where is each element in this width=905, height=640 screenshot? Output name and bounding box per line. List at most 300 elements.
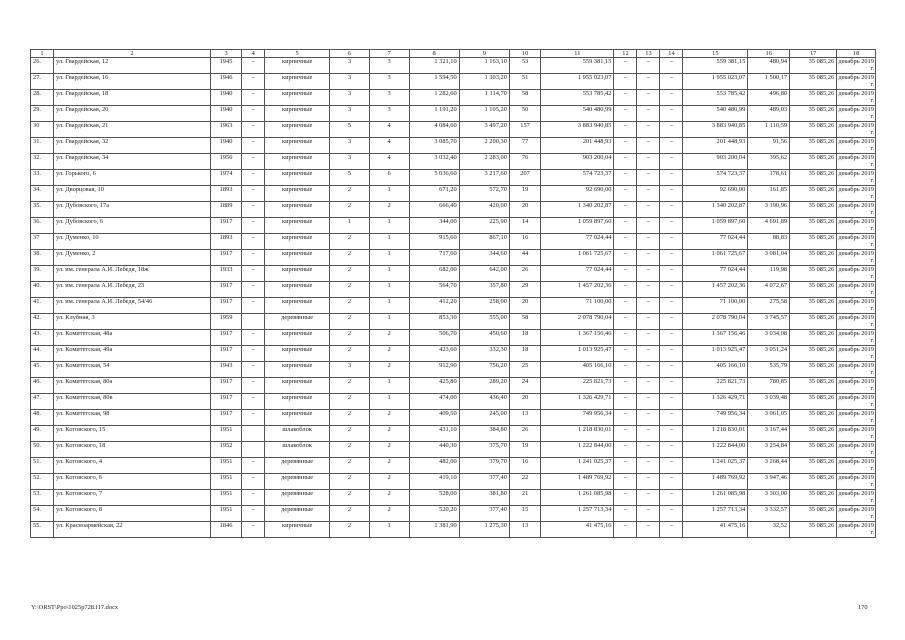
cell-area-living: 436,40 [459,394,509,410]
cell-cost: 1 489 769,92 [541,474,614,490]
cell-material: кирпичные [265,74,330,90]
cell-cost-total: 3 883 940,85 [683,122,748,138]
cell-cost-per-m2: 535,79 [748,362,790,378]
cell-c13: – [637,170,660,186]
cell-cost: 77 024,44 [541,266,614,282]
cell-deadline: декабрь 2019 г. [838,362,874,376]
cell-entrances: 1 [369,314,409,330]
cell-floors: 2 [330,474,370,490]
cell-c4: – [242,458,265,474]
page-number: 170 [858,604,868,611]
cell-rate: 35 085,26 [790,282,837,298]
cell-deadline: декабрь 2019 г. [838,74,874,88]
header-cell-4: 4 [242,50,265,58]
cell-entrances: 2 [369,330,409,346]
cell-material: кирпичные [265,106,330,122]
cell-floors: 2 [330,506,370,522]
cell-c14: – [660,58,683,74]
cell-cost-total: 1 367 156,46 [683,330,748,346]
cell-floors: 2 [330,250,370,266]
cell-material: шлакоблок [265,426,330,442]
cell-cost-per-m2: 4 691,89 [748,218,790,234]
cell-num: 35. [31,202,54,218]
cell-c12: – [614,218,637,234]
cell-num: 32. [31,154,54,170]
cell-c4: – [242,474,265,490]
cell-c14: – [660,138,683,154]
cell-area-total: 431,10 [409,426,459,442]
table-row [31,250,876,266]
cell-c12: – [614,346,637,362]
cell-rate: 35 085,26 [790,458,837,474]
cell-area-living: 555,00 [459,314,509,330]
cell-num: 33. [31,170,54,186]
cell-c13: – [637,426,660,442]
cell-area-total: 528,00 [409,490,459,506]
cell-rate: 35 085,26 [790,90,837,106]
cell-area-total: 853,30 [409,314,459,330]
cell-cost-per-m2: 780,85 [748,378,790,394]
cell-cost: 201 448,93 [541,138,614,154]
cell-floors: 5 [330,170,370,186]
cell-rate: 35 085,26 [790,362,837,378]
cell-area-total: 474,00 [409,394,459,410]
cell-deadline: декабрь 2019 г. [838,186,874,200]
cell-num: 44. [31,346,54,362]
cell-area-living: 377,40 [459,506,509,522]
cell-c14: – [660,474,683,490]
cell-c12: – [614,506,637,522]
cell-c14: – [660,106,683,122]
cell-c4: – [242,106,265,122]
cell-c4: – [242,394,265,410]
cell-floors: 2 [330,522,370,538]
cell-c13: – [637,330,660,346]
cell-residents: 13 [509,410,540,426]
cell-num: 34. [31,186,54,202]
cell-cost-total: 1 061 725,67 [683,250,748,266]
cell-c14: – [660,506,683,522]
cell-num: 41. [31,298,54,314]
cell-num: 26. [31,58,54,74]
cell-c14: – [660,154,683,170]
cell-deadline: декабрь 2019 г. [838,106,874,120]
cell-cost: 77 024,44 [541,234,614,250]
cell-cost-per-m2: 395,62 [748,154,790,170]
cell-c13: – [637,346,660,362]
cell-cost-total: 1 222 844,00 [683,442,748,458]
cell-floors: 2 [330,410,370,426]
cell-c13: – [637,218,660,234]
cell-floors: 2 [330,202,370,218]
cell-residents: 14 [509,218,540,234]
cell-floors: 2 [330,186,370,202]
cell-entrances: 2 [369,506,409,522]
cell-c12: – [614,282,637,298]
cell-residents: 207 [509,170,540,186]
cell-year: 1946 [210,74,241,90]
cell-deadline: декабрь 2019 г. [838,458,874,472]
cell-c14: – [660,250,683,266]
cell-address: ул. Гвардейская, 21 [54,122,211,138]
cell-c12: – [614,122,637,138]
table-row [31,106,876,122]
cell-area-total: 506,70 [409,330,459,346]
cell-num: 28. [31,90,54,106]
cell-deadline: декабрь 2019 г. [838,314,874,328]
cell-address: ул. Гвардейская, 20 [54,106,211,122]
cell-num: 37 [31,234,54,250]
cell-address: ул. Горького, 6 [54,170,211,186]
cell-cost: 1 222 844,00 [541,442,614,458]
cell-cost-per-m2: 489,03 [748,106,790,122]
cell-area-living: 344,60 [459,250,509,266]
cell-c4: – [242,250,265,266]
cell-material: кирпичные [265,410,330,426]
cell-cost-per-m2: 3 061,05 [748,410,790,426]
cell-c4: – [242,410,265,426]
cell-year: 1963 [210,122,241,138]
cell-num: 43. [31,330,54,346]
cell-rate: 35 085,26 [790,410,837,426]
cell-floors: 2 [330,346,370,362]
cell-area-living: 332,30 [459,346,509,362]
table-row [31,522,876,538]
table-row [31,474,876,490]
cell-rate: 35 085,26 [790,186,837,202]
cell-address: ул. Гвардейская, 32 [54,138,211,154]
cell-rate: 35 085,26 [790,522,837,538]
cell-deadline: декабрь 2019 г. [838,410,874,424]
cell-residents: 26 [509,266,540,282]
cell-c13: – [637,106,660,122]
cell-c13: – [637,90,660,106]
cell-cost-per-m2: 3 303,00 [748,490,790,506]
cell-c13: – [637,186,660,202]
cell-c12: – [614,250,637,266]
cell-c12: – [614,138,637,154]
cell-floors: 2 [330,314,370,330]
cell-address: ул. Комитетская, 80а [54,378,211,394]
cell-entrances: 2 [369,458,409,474]
cell-floors: 3 [330,154,370,170]
cell-c13: – [637,234,660,250]
cell-area-total: 520,20 [409,506,459,522]
cell-area-total: 1 321,10 [409,58,459,74]
cell-c4: – [242,154,265,170]
cell-c14: – [660,298,683,314]
cell-area-total: 671,20 [409,186,459,202]
cell-residents: 25 [509,362,540,378]
cell-entrances: 1 [369,234,409,250]
cell-cost-total: 1 257 713,34 [683,506,748,522]
cell-cost: 903 200,04 [541,154,614,170]
cell-c12: – [614,330,637,346]
cell-material: кирпичные [265,90,330,106]
cell-entrances: 2 [369,410,409,426]
cell-area-total: 1 381,90 [409,522,459,538]
cell-area-living: 379,70 [459,458,509,474]
cell-c4: – [242,90,265,106]
cell-num: 40. [31,282,54,298]
cell-deadline: декабрь 2019 г. [838,506,874,520]
cell-address: ул. Котовского, 18 [54,442,211,458]
table-row [31,410,876,426]
cell-floors: 2 [330,378,370,394]
cell-c14: – [660,218,683,234]
cell-residents: 15 [509,506,540,522]
cell-c4 [242,314,265,330]
cell-material: деревянные [265,314,330,330]
cell-entrances: 2 [369,202,409,218]
cell-c14: – [660,74,683,90]
cell-cost: 92 690,00 [541,186,614,202]
cell-area-living: 1 303,20 [459,74,509,90]
cell-entrances: 1 [369,186,409,202]
header-cell-14: 14 [660,50,683,58]
cell-deadline: декабрь 2019 г. [838,90,874,104]
cell-area-total: 5 036,60 [409,170,459,186]
cell-residents: 16 [509,458,540,474]
cell-c12: – [614,490,637,506]
cell-year: 1893 [210,234,241,250]
cell-area-living: 1 105,20 [459,106,509,122]
cell-c14: – [660,234,683,250]
cell-rate: 35 085,26 [790,426,837,442]
cell-residents: 76 [509,154,540,170]
header-cell-6: 6 [330,50,370,58]
cell-cost-per-m2: 3 167,44 [748,426,790,442]
cell-floors: 3 [330,138,370,154]
cell-c13: – [637,58,660,74]
cell-c14: – [660,186,683,202]
cell-residents: 51 [509,74,540,90]
cell-c14: – [660,394,683,410]
cell-rate: 35 085,26 [790,74,837,90]
cell-cost: 1 457 202,36 [541,282,614,298]
cell-floors: 2 [330,394,370,410]
header-row [31,50,876,58]
cell-floors: 2 [330,458,370,474]
cell-deadline: декабрь 2019 г. [838,490,874,504]
cell-deadline: декабрь 2019 г. [838,474,874,488]
table-row [31,458,876,474]
cell-deadline: декабрь 2019 г. [838,394,874,408]
header-cell-12: 12 [614,50,637,58]
cell-rate: 35 085,26 [790,314,837,330]
cell-material: кирпичные [265,346,330,362]
cell-c14: – [660,346,683,362]
cell-cost: 559 381,15 [541,58,614,74]
cell-address: ул. Думенко, 10 [54,234,211,250]
cell-cost-total: 540 480,99 [683,106,748,122]
cell-year: 1917 [210,394,241,410]
cell-entrances: 6 [369,170,409,186]
cell-c13: – [637,74,660,90]
cell-c14: – [660,170,683,186]
cell-num: 52. [31,474,54,490]
cell-c12: – [614,298,637,314]
cell-c4: – [242,330,265,346]
cell-address: ул. Дубовского, 17а [54,202,211,218]
cell-c12: – [614,266,637,282]
cell-area-total: 4 084,60 [409,122,459,138]
cell-rate: 35 085,26 [790,138,837,154]
cell-residents: 20 [509,394,540,410]
cell-c13: – [637,458,660,474]
cell-cost-per-m2: 4 072,67 [748,282,790,298]
cell-entrances: 1 [369,218,409,234]
cell-year: 1889 [210,202,241,218]
cell-c14: – [660,122,683,138]
header-cell-2: 2 [54,50,211,58]
cell-deadline: декабрь 2019 г. [838,58,874,72]
cell-rate: 35 085,26 [790,490,837,506]
cell-num: 50. [31,442,54,458]
cell-cost-total: 1 457 202,36 [683,282,748,298]
cell-c13: – [637,394,660,410]
cell-material: кирпичные [265,378,330,394]
cell-address: ул. Клубная, 3 [54,314,211,330]
cell-cost-per-m2: 3 034,08 [748,330,790,346]
cell-entrances: 2 [369,442,409,458]
cell-c13: – [637,490,660,506]
cell-area-total: 440,30 [409,442,459,458]
cell-floors: 3 [330,74,370,90]
cell-rate: 35 085,26 [790,378,837,394]
cell-c4: – [242,202,265,218]
cell-entrances: 1 [369,298,409,314]
cell-c4: – [242,74,265,90]
cell-c12: – [614,58,637,74]
cell-area-living: 289,20 [459,378,509,394]
cell-entrances: 3 [369,74,409,90]
cell-year: 1917 [210,250,241,266]
cell-c4: – [242,138,265,154]
cell-material: деревянные [265,490,330,506]
cell-residents: 50 [509,106,540,122]
cell-residents: 19 [509,442,540,458]
cell-cost-per-m2: 3 254,84 [748,442,790,458]
cell-area-total: 912,90 [409,362,459,378]
cell-area-living: 3 497,20 [459,122,509,138]
cell-deadline: декабрь 2019 г. [838,282,874,296]
cell-residents: 26 [509,426,540,442]
table-row [31,122,876,138]
cell-address: ул. Комитетская, 48а [54,330,211,346]
housing-table [30,49,876,538]
cell-cost: 1 257 713,34 [541,506,614,522]
table-body [31,50,876,538]
cell-residents: 29 [509,282,540,298]
cell-cost: 540 480,99 [541,106,614,122]
cell-cost: 71 100,00 [541,298,614,314]
cell-area-living: 642,00 [459,266,509,282]
table-row [31,282,876,298]
cell-address: ул. Красноармейская, 22 [54,522,211,538]
cell-c4: – [242,282,265,298]
cell-floors: 2 [330,234,370,250]
cell-cost: 225 821,73 [541,378,614,394]
cell-area-total: 1 191,20 [409,106,459,122]
cell-num: 47. [31,394,54,410]
cell-cost: 3 883 940,85 [541,122,614,138]
cell-cost-total: 225 821,73 [683,378,748,394]
cell-address: ул. Думенко, 2 [54,250,211,266]
cell-rate: 35 085,26 [790,330,837,346]
cell-entrances: 4 [369,154,409,170]
cell-c14: – [660,442,683,458]
cell-cost-total: 559 381,15 [683,58,748,74]
cell-address: ул. им. генерала А.И. Лебедя, 18ж [54,266,211,282]
cell-num: 39. [31,266,54,282]
cell-material: деревянные [265,458,330,474]
cell-rate: 35 085,26 [790,442,837,458]
cell-c13: – [637,442,660,458]
cell-cost-per-m2: 161,85 [748,186,790,202]
cell-floors: 2 [330,426,370,442]
cell-address: ул. Комитетская, 49а [54,346,211,362]
cell-address: ул. Дубовского, 6 [54,218,211,234]
cell-cost-total: 1 955 023,07 [683,74,748,90]
cell-residents: 157 [509,122,540,138]
cell-residents: 77 [509,138,540,154]
cell-area-total: 419,10 [409,474,459,490]
cell-entrances: 4 [369,122,409,138]
cell-year: 1974 [210,170,241,186]
cell-cost-total: 41 475,16 [683,522,748,538]
cell-c4 [242,426,265,442]
cell-deadline: декабрь 2019 г. [838,122,874,136]
cell-cost-per-m2: 3 332,57 [748,506,790,522]
cell-c13: – [637,122,660,138]
cell-cost-total: 1 340 202,87 [683,202,748,218]
table-row [31,378,876,394]
cell-rate: 35 085,26 [790,346,837,362]
cell-cost-total: 77 024,44 [683,266,748,282]
cell-area-living: 3 217,60 [459,170,509,186]
cell-cost-per-m2: 3 947,46 [748,474,790,490]
cell-rate: 35 085,26 [790,170,837,186]
cell-entrances: 1 [369,282,409,298]
cell-c13: – [637,314,660,330]
cell-deadline: декабрь 2019 г. [838,250,874,264]
cell-area-living: 225,90 [459,218,509,234]
cell-area-total: 1 594,50 [409,74,459,90]
cell-c13: – [637,266,660,282]
cell-cost-total: 71 100,00 [683,298,748,314]
cell-num: 31. [31,138,54,154]
table-row [31,234,876,250]
cell-deadline: декабрь 2019 г. [838,218,874,232]
cell-c4: – [242,506,265,522]
cell-deadline: декабрь 2019 г. [838,442,874,456]
cell-rate: 35 085,26 [790,58,837,74]
cell-c13: – [637,154,660,170]
cell-address: ул. Дворцовая, 10 [54,186,211,202]
cell-entrances: 2 [369,426,409,442]
cell-cost-total: 749 956,34 [683,410,748,426]
cell-address: ул. Котовского, 6 [54,474,211,490]
cell-year: 1951 [210,426,241,442]
cell-year: 1950 [210,154,241,170]
cell-cost-per-m2: 1 110,59 [748,122,790,138]
cell-residents: 58 [509,90,540,106]
cell-entrances: 4 [369,138,409,154]
cell-material: кирпичные [265,282,330,298]
cell-num: 38. [31,250,54,266]
cell-c13: – [637,250,660,266]
